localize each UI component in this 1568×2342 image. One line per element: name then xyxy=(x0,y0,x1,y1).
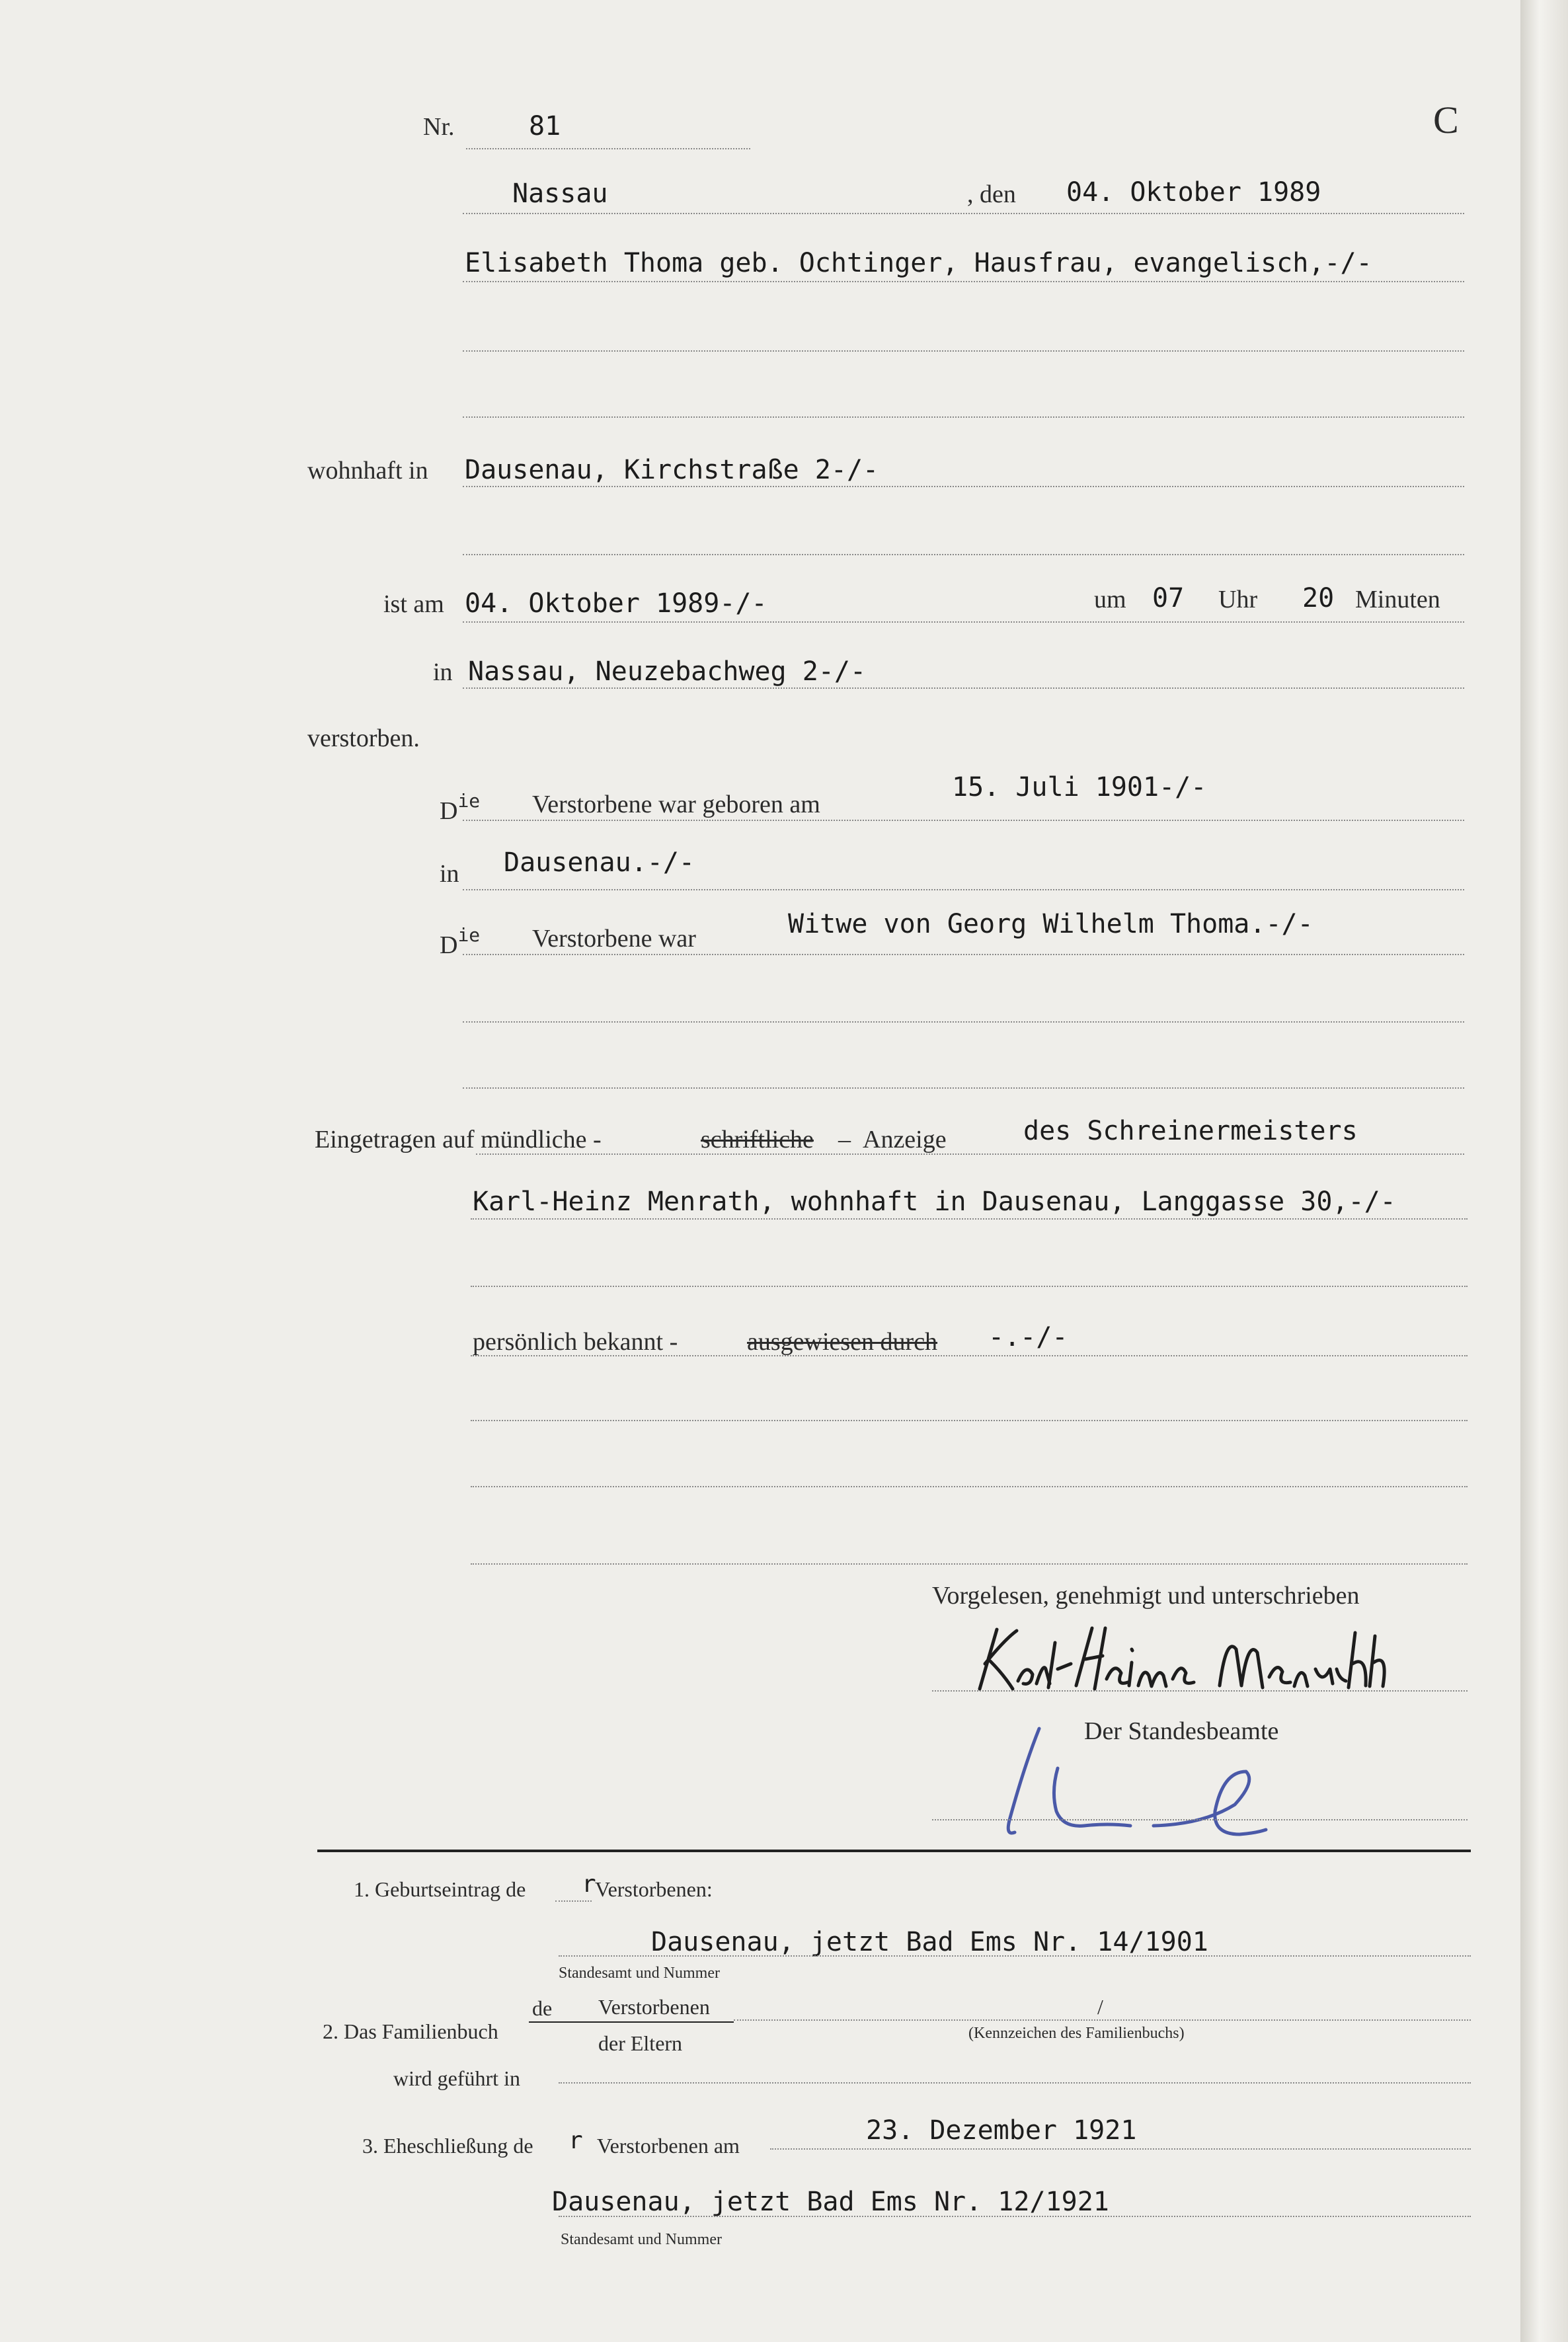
footnote-divider xyxy=(317,1850,1471,1852)
registrar-signature-line xyxy=(932,1819,1468,1820)
page-edge xyxy=(1520,0,1568,2342)
eingetragen-label: Eingetragen auf mündliche - xyxy=(315,1126,602,1153)
blank-line-3 xyxy=(463,554,1464,555)
registration-line xyxy=(476,1153,1464,1155)
gefuehrt-label: wird geführt in xyxy=(393,2066,520,2090)
death-in-label: in xyxy=(433,658,453,686)
blank-line-4 xyxy=(463,1021,1464,1023)
blank-line-2 xyxy=(463,416,1464,418)
death-date: 04. Oktober 1989-/- xyxy=(465,588,767,619)
blank-line-6 xyxy=(471,1286,1468,1287)
standesbeamte-label: Der Standesbeamte xyxy=(1084,1717,1279,1745)
vorgelesen-text: Vorgelesen, genehmigt und unterschrieben xyxy=(932,1582,1360,1610)
corner-letter: C xyxy=(1433,98,1459,141)
birth-place: Dausenau.-/- xyxy=(504,847,695,878)
blank-line-5 xyxy=(463,1087,1464,1089)
nr-label: Nr. xyxy=(423,113,455,141)
um-label: um xyxy=(1094,586,1126,613)
geburtseintrag-caption: Standesamt und Nummer xyxy=(559,1965,720,1982)
death-place: Nassau, Neuzebachweg 2-/- xyxy=(468,656,867,687)
informant-title: des Schreinermeisters xyxy=(1023,1116,1358,1146)
nr-line xyxy=(466,148,750,149)
ehe-label: 3. Eheschließung de xyxy=(362,2134,533,2158)
bekannt-tail: -.-/- xyxy=(988,1322,1068,1352)
geburtseintrag-value: Dausenau, jetzt Bad Ems Nr. 14/1901 xyxy=(651,1927,1208,1957)
geburtseintrag-tail: Verstorbenen: xyxy=(595,1877,713,1901)
birth-d-suffix: ie xyxy=(457,790,481,812)
place-date-line xyxy=(463,213,1464,214)
death-date-line xyxy=(463,621,1464,623)
status-d-suffix: ie xyxy=(457,924,481,946)
deceased-name: Elisabeth Thoma geb. Ochtinger, Hausfrau, evangelisch,-/- xyxy=(465,248,1372,278)
residence-line xyxy=(463,486,1464,487)
name-line xyxy=(463,281,1464,282)
bekannt-label: persönlich bekannt - xyxy=(473,1328,678,1356)
birth-place-line xyxy=(463,889,1464,890)
death-place-line xyxy=(463,687,1464,689)
familienbuch-de: de xyxy=(532,1996,553,2020)
death-hour: 07 xyxy=(1152,583,1185,613)
ehe-line xyxy=(559,2216,1471,2217)
gefuehrt-line xyxy=(559,2082,1471,2084)
birth-date: 15. Juli 1901-/- xyxy=(952,772,1207,802)
registration-dash: – xyxy=(838,1126,851,1153)
ausgewiesen-struck: ausgewiesen durch xyxy=(747,1328,938,1356)
familienbuch-label: 2. Das Familienbuch xyxy=(323,2019,498,2043)
familienbuch-slash: / xyxy=(1097,1995,1103,2019)
ehe-caption: Standesamt und Nummer xyxy=(561,2231,722,2248)
registrar-signature xyxy=(985,1712,1279,1844)
minuten-label: Minuten xyxy=(1355,586,1440,613)
status-text: Verstorbene war xyxy=(532,925,696,953)
informant-signature-line xyxy=(932,1690,1468,1692)
familienbuch-option-eltern: der Eltern xyxy=(598,2031,683,2055)
ehe-tail: Verstorbenen am xyxy=(597,2134,740,2158)
familienbuch-option-verstorbenen: Verstorbenen xyxy=(598,1995,710,2019)
registration-date: 04. Oktober 1989 xyxy=(1066,177,1321,208)
verstorben-label: verstorben. xyxy=(307,724,420,752)
schriftliche-struck: schriftliche xyxy=(701,1126,814,1153)
status-d-letter: $D^{ie}$ xyxy=(440,924,481,959)
residence: Dausenau, Kirchstraße 2-/- xyxy=(465,455,879,485)
anzeige-label: Anzeige xyxy=(863,1126,947,1153)
birth-date-line xyxy=(463,820,1464,821)
informant-line: Karl-Heinz Menrath, wohnhaft in Dausenau, Langgasse 30,-/- xyxy=(473,1187,1396,1217)
entry-number: 81 xyxy=(529,111,561,141)
marital-status: Witwe von Georg Wilhelm Thoma.-/- xyxy=(788,909,1313,939)
familienbuch-line xyxy=(734,2019,1471,2021)
den-label: , den xyxy=(967,180,1016,208)
geburtseintrag-label: 1. Geburtseintrag de xyxy=(354,1877,526,1901)
informant-underline xyxy=(471,1218,1468,1220)
geburtseintrag-r-line xyxy=(555,1900,592,1902)
birth-in-label: in xyxy=(440,860,459,888)
ehe-date: 23. Dezember 1921 xyxy=(866,2115,1137,2146)
geburtseintrag-line xyxy=(559,1955,1471,1957)
ehe-value: Dausenau, jetzt Bad Ems Nr. 12/1921 xyxy=(552,2187,1109,2217)
ehe-r: r xyxy=(568,2127,583,2154)
kennzeichen-caption: (Kennzeichen des Familienbuchs) xyxy=(968,2025,1185,2042)
birth-text: Verstorbene war geboren am xyxy=(532,791,820,818)
geburtseintrag-r: r xyxy=(582,1871,596,1898)
place-of-registration: Nassau xyxy=(512,178,608,209)
death-minutes: 20 xyxy=(1302,583,1335,613)
familienbuch-fraction-bar xyxy=(529,2021,734,2023)
blank-line-8 xyxy=(471,1486,1468,1487)
informant-signature xyxy=(965,1623,1441,1696)
ist-am-label: ist am xyxy=(383,590,444,618)
status-line xyxy=(463,954,1464,955)
birth-d-letter: $D^{ie}$ xyxy=(440,790,481,825)
wohnhaft-label: wohnhaft in xyxy=(307,457,428,485)
blank-line-7 xyxy=(471,1420,1468,1421)
uhr-label: Uhr xyxy=(1218,586,1258,613)
ehe-date-line xyxy=(770,2148,1471,2150)
blank-line-9 xyxy=(471,1563,1468,1565)
bekannt-line xyxy=(471,1355,1468,1356)
blank-line-1 xyxy=(463,350,1464,352)
